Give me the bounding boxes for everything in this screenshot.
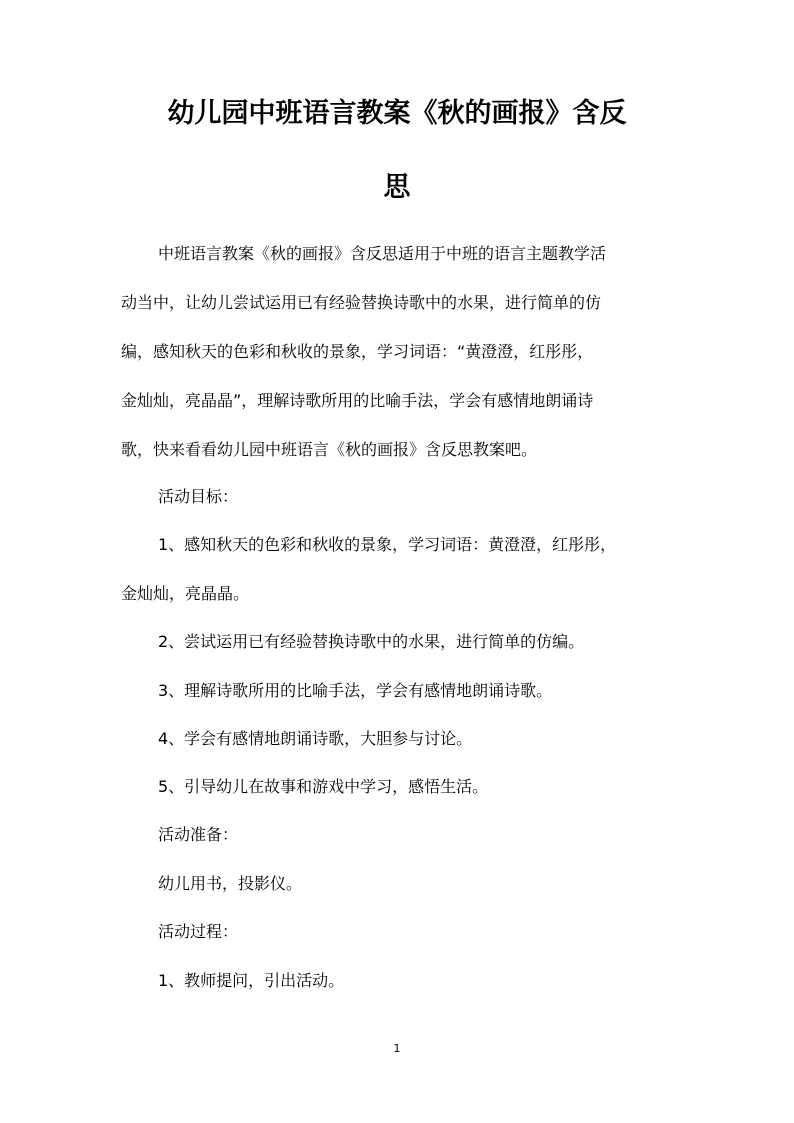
intro-paragraph-line: 中班语言教案《秋的画报》含反思适用于中班的语言主题教学活 <box>158 244 607 263</box>
process-step-1: 1、教师提问，引出活动。 <box>158 971 345 990</box>
goal-item-1-continued: 金灿灿，亮晶晶。 <box>121 584 250 603</box>
intro-paragraph-line: 歌，快来看看幼儿园中班语言《秋的画报》含反思教案吧。 <box>121 440 538 459</box>
page-number: 1 <box>393 1042 401 1055</box>
goal-item-2: 2、尝试运用已有经验替换诗歌中的水果，进行简单的仿编。 <box>158 632 585 651</box>
preparation-heading: 活动准备： <box>158 825 239 844</box>
intro-paragraph-line: 编，感知秋天的色彩和秋收的景象，学习词语：“黄澄澄，红彤彤， <box>121 342 594 361</box>
goal-item-3: 3、理解诗歌所用的比喻手法，学会有感情地朗诵诗歌。 <box>158 681 553 700</box>
preparation-text: 幼儿用书，投影仪。 <box>158 874 303 893</box>
goals-heading: 活动目标： <box>158 487 239 506</box>
document-title-continued: 思 <box>383 172 411 203</box>
goal-item-4: 4、学会有感情地朗诵诗歌，大胆参与讨论。 <box>158 729 473 748</box>
process-heading: 活动过程： <box>158 922 239 941</box>
goal-item-1: 1、感知秋天的色彩和秋收的景象，学习词语：黄澄澄，红彤彤， <box>158 535 617 554</box>
intro-paragraph-line: 动当中，让幼儿尝试运用已有经验替换诗歌中的水果，进行简单的仿 <box>121 293 602 312</box>
intro-paragraph-line: 金灿灿，亮晶晶”，理解诗歌所用的比喻手法，学会有感情地朗诵诗 <box>121 391 594 410</box>
goal-item-5: 5、引导幼儿在故事和游戏中学习，感悟生活。 <box>158 777 489 796</box>
document-title: 幼儿园中班语言教案《秋的画报》含反 <box>167 98 627 129</box>
